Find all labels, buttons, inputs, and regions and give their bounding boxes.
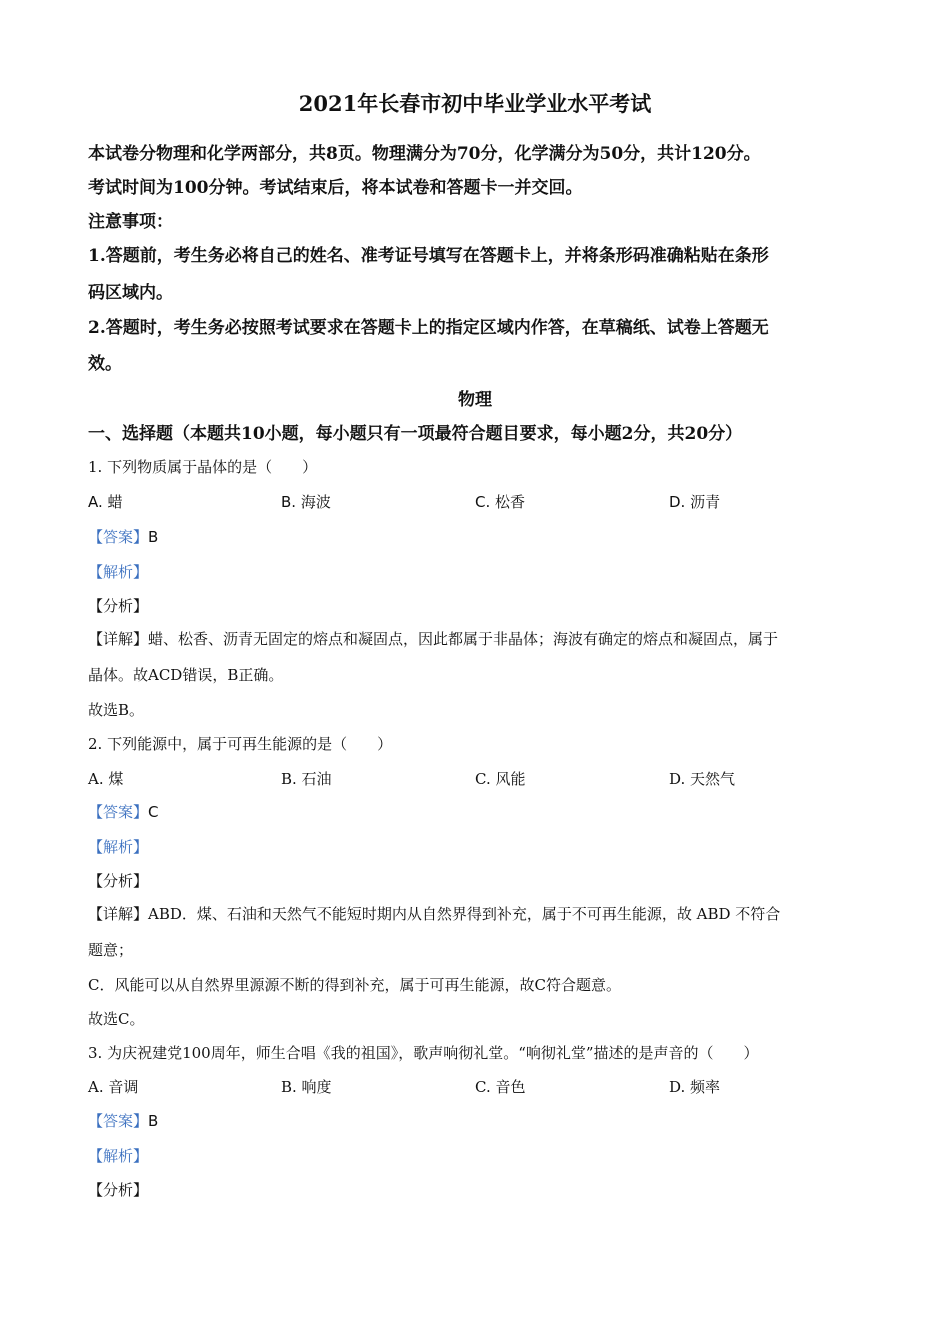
notice-item-1-cont: 码区域内。	[88, 283, 173, 303]
notice-item-2-cont: 效。	[88, 354, 122, 374]
detail-line: C．风能可以从自然界里源源不断的得到补充，属于可再生能源，故C符合题意。	[88, 976, 621, 994]
section-heading: 一、选择题（本题共10小题，每小题只有一项最符合题目要求，每小题2分，共20分）	[88, 424, 743, 444]
exam-title: 2021年长春市初中毕业学业水平考试	[298, 91, 652, 116]
answer-line	[88, 1114, 158, 1129]
analysis-tag: 【解析】	[88, 838, 149, 856]
notice-heading: 注意事项：	[88, 212, 173, 232]
question-stem: 2. 下列能源中，属于可再生能源的是（ ）	[88, 735, 393, 753]
option-b: B. 海波	[281, 493, 331, 511]
option-a: A. 音调	[88, 1078, 139, 1096]
option-d: D. 天然气	[669, 770, 736, 788]
detail-line: 【详解】蜡、松香、沥青无固定的熔点和凝固点，因此都属于非晶体；海波有确定的熔点和凝固点，属于	[88, 630, 779, 648]
intro-line-2: 考试时间为100分钟。考试结束后，将本试卷和答题卡一并交回。	[88, 178, 583, 198]
answer-tag: 【答案】	[88, 528, 149, 546]
option-a: A. 蜡	[88, 493, 123, 511]
fenxi-tag: 【分析】	[88, 872, 149, 890]
option-b: B. 响度	[281, 1078, 332, 1096]
detail-line: 故选B。	[88, 701, 145, 719]
intro-line-1: 本试卷分物理和化学两部分，共8页。物理满分为70分，化学满分为50分，共计120分。	[88, 144, 761, 164]
notice-item-2: 2.答题时，考生务必按照考试要求在答题卡上的指定区域内作答，在草稿纸、试卷上答题无	[88, 318, 769, 338]
answer-value: B	[148, 528, 159, 546]
fenxi-tag: 【分析】	[88, 597, 149, 615]
option-c: C. 松香	[475, 493, 526, 511]
option-d: D. 频率	[669, 1078, 721, 1096]
analysis-tag: 【解析】	[88, 563, 149, 581]
option-c: C. 音色	[475, 1078, 526, 1096]
answer-value: B	[148, 1112, 159, 1130]
question-stem: 3. 为庆祝建党100周年，师生合唱《我的祖国》，歌声响彻礼堂。“响彻礼堂”描述的是声音的（ ）	[88, 1044, 759, 1062]
notice-item-1: 1.答题前，考生务必将自己的姓名、准考证号填写在答题卡上，并将条形码准确粘贴在条形	[88, 246, 769, 266]
fenxi-tag: 【分析】	[88, 1181, 149, 1199]
detail-line: 【详解】ABD．煤、石油和天然气不能短时期内从自然界得到补充，属于不可再生能源，故 ABD 不符合	[88, 905, 781, 923]
option-c: C. 风能	[475, 770, 526, 788]
detail-line: 题意；	[88, 941, 134, 959]
option-d: D. 沥青	[669, 493, 721, 511]
analysis-tag: 【解析】	[88, 1147, 149, 1165]
answer-value: C	[148, 803, 159, 821]
option-a: A. 煤	[88, 770, 124, 788]
detail-line: 故选C。	[88, 1010, 145, 1028]
answer-tag: 【答案】	[88, 803, 149, 821]
answer-line	[88, 530, 158, 545]
answer-line	[88, 805, 159, 820]
answer-tag: 【答案】	[88, 1112, 149, 1130]
subject-heading: 物理	[458, 390, 492, 410]
option-b: B. 石油	[281, 770, 332, 788]
detail-line: 晶体。故ACD错误，B正确。	[88, 666, 284, 684]
question-stem: 1. 下列物质属于晶体的是（ ）	[88, 458, 318, 476]
